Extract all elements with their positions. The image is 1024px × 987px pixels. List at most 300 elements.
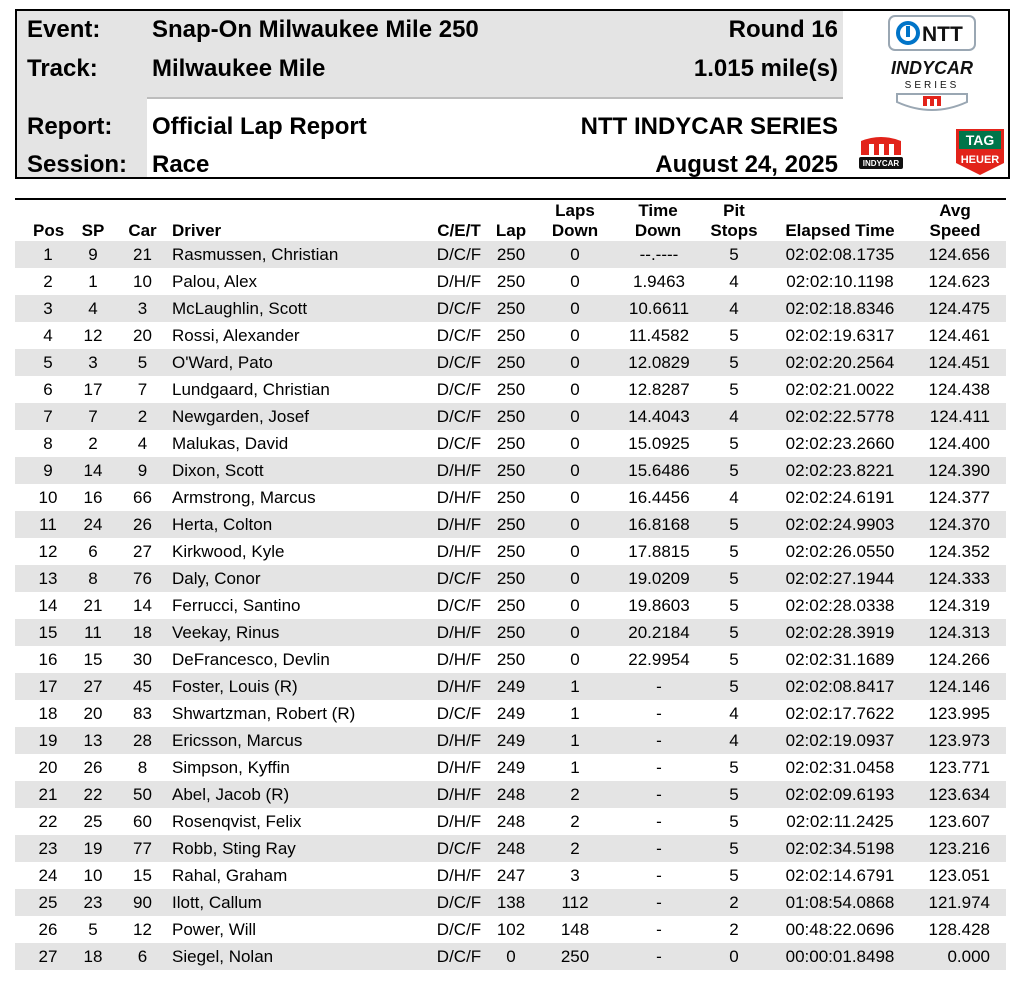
pos-cell: 22	[38, 812, 58, 831]
laps-down-cell: 1	[570, 758, 580, 777]
table-row	[15, 268, 1006, 295]
col-pit-stops	[704, 201, 764, 241]
pit-stops-cell: 5	[729, 839, 739, 858]
pos-cell: 18	[38, 704, 58, 723]
elapsed-cell: 02:02:27.1944	[785, 569, 895, 588]
table-row	[15, 889, 1006, 916]
laps-down-cell: 112	[561, 893, 589, 912]
table-row	[15, 592, 1006, 619]
elapsed-cell: 02:02:10.1198	[786, 272, 894, 291]
header-divider	[147, 97, 843, 99]
pos-cell: 20	[38, 758, 58, 777]
pit-stops-cell: 5	[729, 785, 739, 804]
driver-cell: Daly, Conor	[172, 569, 261, 588]
pos-cell: 5	[43, 353, 53, 372]
avg-speed-cell: 128.428	[928, 920, 990, 939]
elapsed-cell: 02:02:09.6193	[785, 785, 895, 804]
avg-speed-cell: 124.352	[928, 542, 990, 561]
car-cell: 76	[133, 569, 152, 588]
pos-cell: 21	[38, 785, 58, 804]
elapsed-cell: 02:02:28.3919	[785, 623, 895, 642]
lap-cell: 250	[496, 488, 526, 507]
pit-stops-cell: 5	[729, 569, 739, 588]
event-name: Snap-On Milwaukee Mile 250	[152, 16, 479, 43]
col-time-down-line2: Down	[634, 221, 682, 240]
cet-cell: D/H/F	[436, 623, 482, 642]
elapsed-cell: 02:02:17.7622	[785, 704, 895, 723]
elapsed-cell: 02:02:21.0022	[785, 380, 895, 399]
pit-stops-cell: 5	[729, 758, 739, 777]
car-cell: 27	[133, 542, 152, 561]
lap-cell: 0	[506, 947, 516, 966]
table-header-row	[15, 200, 1006, 241]
car-cell: 3	[137, 299, 148, 318]
car-cell: 18	[133, 623, 152, 642]
pit-stops-cell: 4	[729, 731, 739, 750]
col-pit-line1: Pit	[723, 201, 745, 220]
pos-cell: 9	[43, 461, 53, 480]
lap-cell: 250	[496, 542, 526, 561]
table-row	[15, 457, 1006, 484]
sp-cell: 10	[83, 866, 103, 885]
table-row	[15, 349, 1006, 376]
cet-cell: D/H/F	[436, 272, 482, 291]
svg-text:INDYCAR: INDYCAR	[890, 58, 974, 78]
sp-cell: 20	[83, 704, 103, 723]
pos-cell: 24	[38, 866, 58, 885]
sp-cell: 26	[83, 758, 103, 777]
elapsed-cell: 02:02:19.0937	[785, 731, 895, 750]
elapsed-cell: 01:08:54.0868	[785, 893, 895, 912]
time-down-cell: -	[656, 704, 662, 723]
car-cell: 7	[137, 380, 148, 399]
avg-speed-cell: 123.216	[928, 839, 990, 858]
table-row	[15, 565, 1006, 592]
cet-cell: D/C/F	[436, 434, 482, 453]
laps-down-cell: 0	[570, 272, 580, 291]
cet-cell: D/H/F	[436, 812, 482, 831]
table-row	[15, 511, 1006, 538]
laps-down-cell: 2	[570, 812, 580, 831]
pit-stops-cell: 5	[729, 677, 739, 696]
elapsed-cell: 00:00:01.8498	[785, 947, 895, 966]
avg-speed-cell: 124.370	[928, 515, 990, 534]
car-cell: 4	[137, 434, 148, 453]
avg-speed-cell: 123.973	[928, 731, 990, 750]
driver-cell: Newgarden, Josef	[172, 407, 310, 426]
driver-cell: Rosenqvist, Felix	[172, 812, 302, 831]
report-name: Official Lap Report	[152, 113, 367, 140]
table-row	[15, 808, 1006, 835]
time-down-cell: -	[656, 920, 662, 939]
pit-stops-cell: 5	[729, 326, 739, 345]
lap-cell: 250	[496, 515, 526, 534]
laps-down-cell: 0	[570, 326, 580, 345]
sp-cell: 25	[83, 812, 103, 831]
laps-down-cell: 0	[570, 461, 580, 480]
car-cell: 30	[133, 650, 152, 669]
car-cell: 14	[133, 596, 152, 615]
car-cell: 2	[137, 407, 148, 426]
lap-cell: 250	[496, 245, 526, 264]
cet-cell: D/C/F	[436, 893, 482, 912]
pit-stops-cell: 5	[729, 434, 739, 453]
time-down-cell: 12.0829	[628, 353, 690, 372]
laps-down-cell: 3	[570, 866, 580, 885]
driver-cell: Ilott, Callum	[172, 893, 262, 912]
sp-cell: 22	[83, 785, 103, 804]
pos-cell: 23	[38, 839, 58, 858]
driver-cell: Lundgaard, Christian	[172, 380, 330, 399]
sp-cell: 7	[88, 407, 98, 426]
table-row	[15, 619, 1006, 646]
sp-cell: 2	[88, 434, 98, 453]
report-label: Report:	[27, 113, 113, 140]
pit-stops-cell: 4	[729, 407, 739, 426]
avg-speed-cell: 124.400	[928, 434, 990, 453]
elapsed-cell: 02:02:18.8346	[785, 299, 895, 318]
report-header	[15, 9, 1010, 179]
time-down-cell: 16.8168	[628, 515, 690, 534]
time-down-cell: --.----	[639, 245, 679, 264]
avg-speed-cell: 124.475	[928, 299, 990, 318]
pos-cell: 11	[39, 515, 57, 534]
pit-stops-cell: 5	[729, 380, 739, 399]
lap-cell: 250	[496, 623, 526, 642]
time-down-cell: 19.8603	[628, 596, 690, 615]
lap-cell: 250	[496, 299, 526, 318]
elapsed-cell: 02:02:34.5198	[785, 839, 895, 858]
col-elapsed-time: Elapsed Time	[785, 221, 895, 240]
laps-down-cell: 0	[570, 353, 580, 372]
time-down-cell: 10.6611	[628, 299, 690, 318]
lap-cell: 250	[496, 380, 526, 399]
laps-down-cell: 0	[570, 515, 580, 534]
time-down-cell: 20.2184	[628, 623, 690, 642]
cet-cell: D/C/F	[436, 380, 482, 399]
driver-cell: Shwartzman, Robert (R)	[172, 704, 356, 723]
elapsed-cell: 02:02:23.8221	[785, 461, 895, 480]
pit-stops-cell: 5	[729, 515, 739, 534]
svg-text:HEUER: HEUER	[960, 154, 1000, 166]
avg-speed-cell: 123.634	[928, 785, 990, 804]
sp-cell: 18	[83, 947, 103, 966]
time-down-cell: 14.4043	[628, 407, 690, 426]
pit-stops-cell: 5	[729, 812, 739, 831]
car-cell: 12	[133, 920, 152, 939]
driver-cell: Rasmussen, Christian	[172, 245, 339, 264]
pit-stops-cell: 2	[729, 893, 739, 912]
laps-down-cell: 1	[570, 704, 580, 723]
avg-speed-cell: 124.656	[928, 245, 990, 264]
car-cell: 15	[133, 866, 152, 885]
driver-cell: Ericsson, Marcus	[172, 731, 303, 750]
col-laps-down-line2: Down	[551, 221, 599, 240]
car-cell: 6	[137, 947, 148, 966]
session-label: Session:	[27, 151, 128, 178]
svg-text:INDYCAR: INDYCAR	[862, 159, 900, 168]
cet-cell: D/H/F	[436, 461, 482, 480]
car-cell: 5	[137, 353, 148, 372]
driver-cell: Simpson, Kyffin	[172, 758, 290, 777]
pit-stops-cell: 4	[729, 488, 739, 507]
cet-cell: D/C/F	[436, 245, 482, 264]
car-cell: 83	[133, 704, 152, 723]
cet-cell: D/H/F	[436, 758, 482, 777]
car-cell: 45	[133, 677, 152, 696]
pos-cell: 15	[38, 623, 58, 642]
car-cell: 20	[133, 326, 152, 345]
table-body	[15, 241, 1006, 970]
laps-down-cell: 148	[560, 920, 590, 939]
pit-stops-cell: 2	[729, 920, 739, 939]
pit-stops-cell: 5	[729, 866, 739, 885]
avg-speed-cell: 124.313	[928, 623, 990, 642]
lap-report-table	[15, 200, 1006, 970]
cet-cell: D/C/F	[436, 353, 482, 372]
avg-speed-cell: 124.266	[928, 650, 990, 669]
lap-cell: 250	[496, 272, 526, 291]
laps-down-cell: 0	[570, 569, 580, 588]
table-row	[15, 430, 1006, 457]
time-down-cell: -	[656, 731, 662, 750]
driver-cell: Malukas, David	[172, 434, 289, 453]
car-cell: 10	[133, 272, 152, 291]
avg-speed-cell: 124.390	[928, 461, 990, 480]
ntt-indycar-series-logo	[883, 14, 981, 118]
pit-stops-cell: 5	[729, 650, 739, 669]
car-cell: 26	[133, 515, 152, 534]
car-cell: 9	[137, 461, 148, 480]
pit-stops-cell: 5	[729, 245, 739, 264]
table-row	[15, 862, 1006, 889]
elapsed-cell: 02:02:31.1689	[785, 650, 895, 669]
series-name: NTT INDYCAR SERIES	[580, 113, 838, 140]
cet-cell: D/H/F	[436, 515, 482, 534]
pos-cell: 7	[43, 407, 53, 426]
laps-down-cell: 0	[570, 299, 580, 318]
col-time-down-line1: Time	[638, 201, 678, 220]
avg-speed-cell: 124.461	[928, 326, 990, 345]
pos-cell: 12	[38, 542, 58, 561]
table-row	[15, 916, 1006, 943]
pos-cell: 8	[43, 434, 53, 453]
lap-cell: 250	[496, 650, 526, 669]
pos-cell: 2	[43, 272, 53, 291]
cet-cell: D/C/F	[436, 569, 482, 588]
sp-cell: 14	[83, 461, 103, 480]
avg-speed-cell: 0.000	[947, 947, 990, 966]
elapsed-cell: 02:02:26.0550	[785, 542, 895, 561]
cet-cell: D/H/F	[436, 866, 482, 885]
sp-cell: 16	[83, 488, 103, 507]
lap-cell: 249	[496, 758, 526, 777]
car-cell: 21	[133, 245, 152, 264]
lap-cell: 249	[496, 704, 526, 723]
time-down-cell: 17.8815	[628, 542, 690, 561]
driver-cell: Rossi, Alexander	[172, 326, 300, 345]
avg-speed-cell: 123.995	[928, 704, 990, 723]
col-avg-line2: Speed	[929, 221, 981, 240]
driver-cell: Veekay, Rinus	[172, 623, 280, 642]
laps-down-cell: 250	[560, 947, 590, 966]
avg-speed-cell: 124.438	[928, 380, 990, 399]
sp-cell: 9	[88, 245, 98, 264]
avg-speed-cell: 124.623	[928, 272, 990, 291]
avg-speed-cell: 121.974	[928, 893, 990, 912]
time-down-cell: -	[656, 947, 662, 966]
sp-cell: 15	[83, 650, 103, 669]
table-row	[15, 484, 1006, 511]
sp-cell: 21	[83, 596, 103, 615]
sp-cell: 17	[83, 380, 103, 399]
lap-cell: 250	[496, 326, 526, 345]
pos-cell: 19	[38, 731, 58, 750]
sp-cell: 6	[88, 542, 98, 561]
laps-down-cell: 0	[570, 407, 580, 426]
round-number: Round 16	[728, 16, 838, 43]
driver-cell: Herta, Colton	[172, 515, 273, 534]
pit-stops-cell: 5	[729, 461, 739, 480]
elapsed-cell: 02:02:08.8417	[785, 677, 895, 696]
cet-cell: D/C/F	[436, 299, 482, 318]
laps-down-cell: 2	[570, 785, 580, 804]
cet-cell: D/H/F	[436, 650, 482, 669]
lap-cell: 248	[496, 839, 526, 858]
race-date: August 24, 2025	[655, 151, 838, 178]
cet-cell: D/H/F	[436, 542, 482, 561]
avg-speed-cell: 123.771	[928, 758, 990, 777]
driver-cell: Rahal, Graham	[172, 866, 288, 885]
cet-cell: D/H/F	[436, 677, 482, 696]
lap-cell: 250	[496, 596, 526, 615]
sp-cell: 3	[88, 353, 98, 372]
time-down-cell: -	[656, 677, 662, 696]
cet-cell: D/C/F	[436, 947, 482, 966]
driver-cell: McLaughlin, Scott	[172, 299, 308, 318]
driver-cell: Armstrong, Marcus	[172, 488, 316, 507]
laps-down-cell: 0	[570, 623, 580, 642]
elapsed-cell: 00:48:22.0696	[785, 920, 895, 939]
pit-stops-cell: 5	[729, 353, 739, 372]
lap-cell: 102	[496, 920, 526, 939]
driver-cell: Palou, Alex	[172, 272, 258, 291]
car-cell: 8	[137, 758, 148, 777]
col-pit-line2: Stops	[710, 221, 758, 240]
laps-down-cell: 1	[570, 731, 580, 750]
cet-cell: D/H/F	[436, 785, 482, 804]
pit-stops-cell: 5	[729, 623, 739, 642]
driver-cell: Robb, Sting Ray	[172, 839, 296, 858]
time-down-cell: 15.0925	[628, 434, 690, 453]
avg-speed-cell: 124.146	[928, 677, 990, 696]
time-down-cell: 15.6486	[628, 461, 690, 480]
lap-cell: 249	[496, 677, 526, 696]
time-down-cell: -	[656, 839, 662, 858]
pos-cell: 6	[43, 380, 53, 399]
sp-cell: 27	[83, 677, 103, 696]
pit-stops-cell: 5	[729, 542, 739, 561]
car-cell: 90	[133, 893, 152, 912]
driver-cell: Siegel, Nolan	[172, 947, 274, 966]
pos-cell: 16	[38, 650, 58, 669]
pit-stops-cell: 5	[729, 596, 739, 615]
laps-down-cell: 0	[570, 380, 580, 399]
event-label: Event:	[27, 16, 101, 43]
col-avg-line1: Avg	[939, 201, 971, 220]
driver-cell: Dixon, Scott	[172, 461, 264, 480]
laps-down-cell: 2	[570, 839, 580, 858]
pit-stops-cell: 0	[729, 947, 739, 966]
sp-cell: 8	[88, 569, 98, 588]
table-row	[15, 241, 1006, 268]
laps-down-cell: 0	[570, 542, 580, 561]
pos-cell: 17	[38, 677, 58, 696]
lap-cell: 138	[496, 893, 526, 912]
pos-cell: 26	[38, 920, 58, 939]
elapsed-cell: 02:02:31.0458	[785, 758, 895, 777]
driver-cell: Abel, Jacob (R)	[172, 785, 290, 804]
col-pos: Pos	[33, 221, 65, 240]
col-lap: Lap	[495, 221, 527, 240]
lap-cell: 250	[496, 461, 526, 480]
elapsed-cell: 02:02:20.2564	[785, 353, 895, 372]
cet-cell: D/H/F	[436, 731, 482, 750]
lap-cell: 248	[496, 785, 526, 804]
table-row	[15, 376, 1006, 403]
sp-cell: 23	[83, 893, 103, 912]
table-row	[15, 538, 1006, 565]
table-row	[15, 727, 1006, 754]
cet-cell: D/H/F	[436, 488, 482, 507]
svg-text:NTT: NTT	[922, 23, 963, 46]
lap-cell: 247	[496, 866, 526, 885]
table-row	[15, 295, 1006, 322]
car-cell: 66	[133, 488, 152, 507]
car-cell: 77	[133, 839, 152, 858]
lap-cell: 250	[496, 569, 526, 588]
driver-cell: Kirkwood, Kyle	[172, 542, 285, 561]
col-cet: C/E/T	[437, 221, 481, 240]
pos-cell: 3	[43, 299, 53, 318]
sp-cell: 12	[83, 326, 103, 345]
tag-heuer-logo	[954, 127, 1006, 177]
pit-stops-cell: 4	[729, 704, 739, 723]
table-row	[15, 781, 1006, 808]
time-down-cell: 19.0209	[628, 569, 690, 588]
time-down-cell: -	[656, 812, 662, 831]
elapsed-cell: 02:02:23.2660	[785, 434, 895, 453]
car-cell: 60	[133, 812, 152, 831]
time-down-cell: 22.9954	[628, 650, 690, 669]
pos-cell: 10	[38, 488, 58, 507]
laps-down-cell: 0	[570, 245, 580, 264]
col-laps-down	[545, 201, 605, 241]
time-down-cell: -	[656, 758, 662, 777]
lap-cell: 248	[496, 812, 526, 831]
pos-cell: 1	[43, 245, 53, 264]
avg-speed-cell: 124.377	[928, 488, 990, 507]
time-down-cell: 16.4456	[628, 488, 690, 507]
track-name: Milwaukee Mile	[152, 55, 326, 82]
table-row	[15, 646, 1006, 673]
col-time-down	[628, 201, 688, 241]
avg-speed-cell: 123.051	[928, 866, 990, 885]
pit-stops-cell: 4	[729, 272, 739, 291]
svg-text:SERIES: SERIES	[904, 80, 960, 91]
cet-cell: D/C/F	[436, 920, 482, 939]
sp-cell: 24	[83, 515, 103, 534]
